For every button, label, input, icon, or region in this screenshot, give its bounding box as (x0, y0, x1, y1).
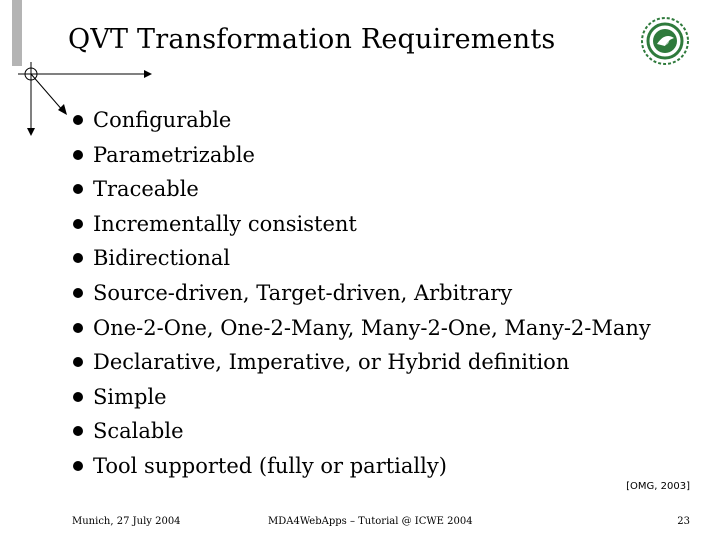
bullet-text: Tool supported (fully or partially) (93, 453, 447, 478)
bullet-text: Configurable (93, 108, 232, 132)
bullet-icon (73, 115, 83, 125)
list-item (62, 106, 651, 141)
bullet-icon (73, 392, 83, 402)
list-item (62, 279, 651, 314)
bullet-icon (73, 357, 83, 367)
page-number: 23 (677, 516, 690, 527)
list-item (62, 417, 651, 452)
bullet-icon (73, 150, 83, 160)
list-item (62, 141, 651, 176)
bullet-icon (73, 323, 83, 333)
list-item (62, 175, 651, 210)
list-item (62, 348, 651, 383)
bullet-icon (73, 426, 83, 436)
bullet-text: Incrementally consistent (93, 211, 357, 236)
bullet-icon (73, 184, 83, 194)
list-item (62, 210, 651, 245)
bullet-text: Scalable (93, 419, 184, 444)
university-seal-icon (640, 16, 690, 66)
bullet-icon (73, 461, 83, 471)
requirements-list (62, 106, 651, 487)
bullet-icon (73, 253, 83, 263)
bullet-text: Declarative, Imperative, or Hybrid definition (93, 350, 570, 375)
bullet-icon (73, 288, 83, 298)
list-item (62, 314, 651, 349)
list-item (62, 452, 651, 487)
bullet-text: Traceable (93, 177, 199, 202)
footer-date: Munich, 27 July 2004 (72, 516, 181, 527)
slide-title: QVT Transformation Requirements (68, 24, 556, 55)
bullet-text: One-2-One, One-2-Many, Many-2-One, Many-2-Many (93, 315, 651, 340)
footer-event: MDA4WebApps – Tutorial @ ICWE 2004 (268, 516, 473, 527)
list-item (62, 244, 651, 279)
bullet-text: Source-driven, Target-driven, Arbitrary (93, 280, 513, 305)
citation: [OMG, 2003] (626, 481, 690, 492)
bullet-text: Simple (93, 384, 167, 409)
bullet-text: Bidirectional (93, 246, 231, 271)
bullet-icon (73, 219, 83, 229)
list-item (62, 383, 651, 418)
bullet-text: Parametrizable (93, 142, 255, 167)
